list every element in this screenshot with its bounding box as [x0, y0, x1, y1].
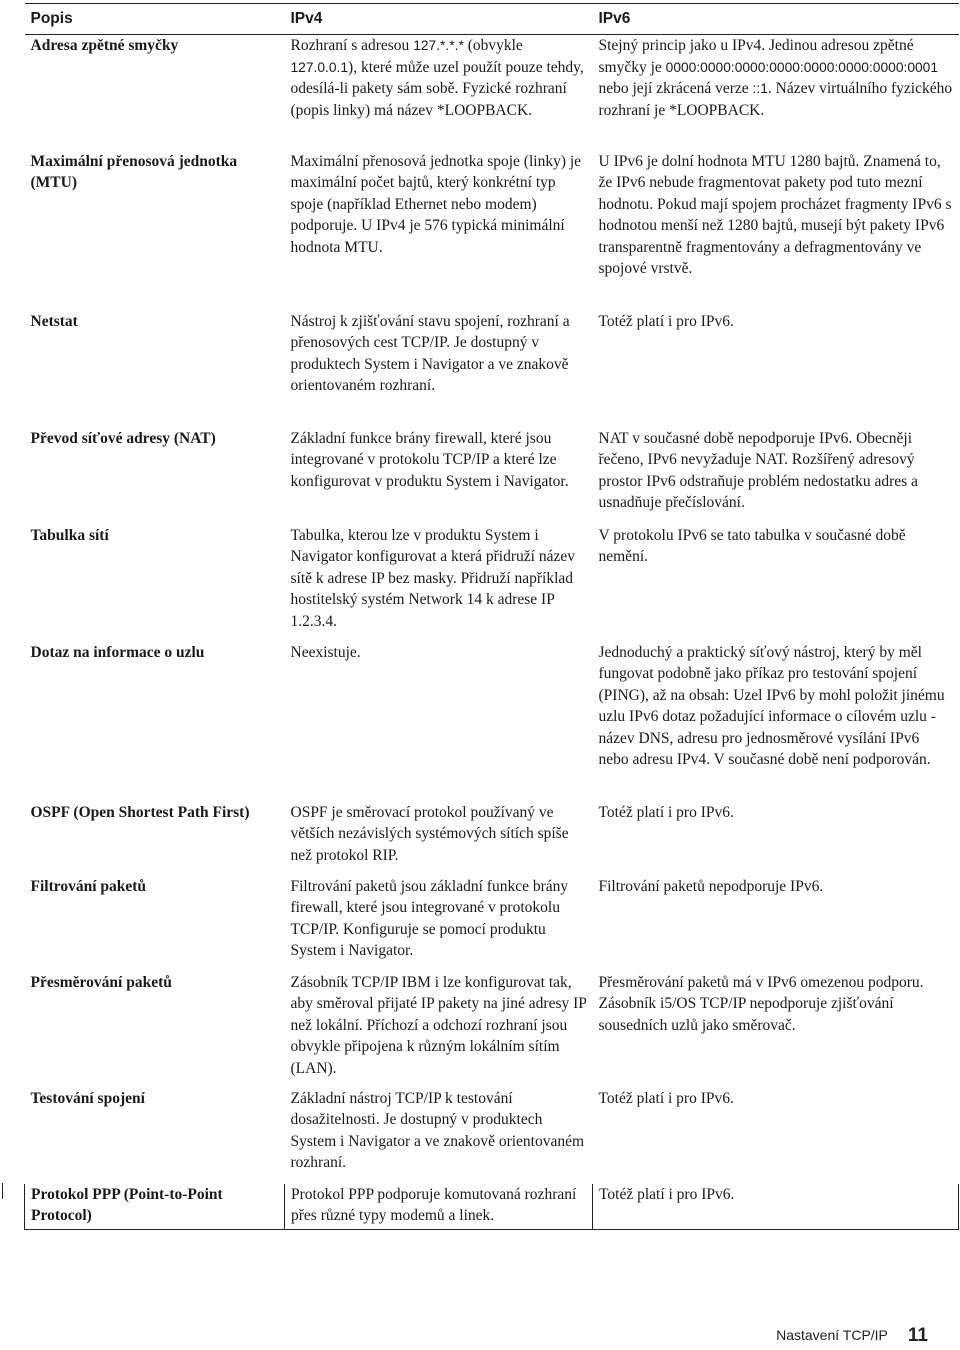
- row-name: Tabulka sítí: [30, 526, 109, 544]
- row-ipv6: Filtrování paketů nepodporuje IPv6.: [598, 877, 824, 895]
- row-ipv4: Základní funkce brány firewall, které jsou integrované v protokolu TCP/IP a které lze konfigurovat v produktu System i Navigator.: [290, 429, 569, 490]
- table-row: [25, 1184, 959, 1230]
- page-footer: [776, 1325, 928, 1347]
- row-name: Dotaz na informace o uzlu: [30, 643, 205, 661]
- page-number: 11: [907, 1325, 928, 1346]
- row-name: Filtrování paketů: [30, 877, 147, 895]
- header-popis: Popis: [25, 4, 285, 35]
- row-name: Protokol PPP (Point-to-Point Protocol): [25, 1184, 285, 1230]
- table-row: [25, 35, 959, 151]
- table-row: [25, 525, 959, 642]
- row-ipv6: Totéž platí i pro IPv6.: [598, 1089, 734, 1107]
- row-ipv4: Filtrování paketů jsou základní funkce brány firewall, které jsou integrované v protokolu TCP/IP. Konfiguruje se pomocí produktu System i Navigator.: [290, 877, 569, 960]
- row-ipv6: NAT v současné době nepodporuje IPv6. Obecněji řečeno, IPv6 nevyžaduje NAT. Rozšířený adresový prostor IPv6 odstraňuje problém nedostatku adres a usnadňuje přečíslování.: [598, 429, 918, 512]
- row-name: Převod síťové adresy (NAT): [30, 429, 216, 447]
- table-row: [25, 642, 959, 802]
- row-name: Netstat: [30, 312, 78, 330]
- row-name: Testování spojení: [30, 1089, 145, 1107]
- row-ipv4: Neexistuje.: [290, 643, 361, 661]
- table-row: [25, 1088, 959, 1184]
- table-row: [25, 876, 959, 972]
- row-ipv4: Zásobník TCP/IP IBM i lze konfigurovat tak, aby směroval přijaté IP pakety na jiné adresy IP než lokální. Příchozí a odchozí rozhraní jsou obvykle připojena k různým lokálním sítím (LAN).: [290, 973, 587, 1077]
- row-ipv4: Rozhraní s adresou 127.*.*.* (obvykle 127.0.0.1), které může uzel použít pouze tehdy, odesílá-li pakety sám sobě. Fyzické rozhraní (popis linky) má název *LOOPBACK.: [290, 37, 584, 119]
- row-ipv6: Přesměrování paketů má v IPv6 omezenou podporu. Zásobník i5/OS TCP/IP nepodporuje zjišťování sousedních uzlů jako směrovač.: [598, 973, 924, 1034]
- row-name: Maximální přenosová jednotka (MTU): [30, 152, 238, 192]
- header-ipv4: IPv4: [285, 4, 593, 35]
- table-row: [25, 311, 959, 428]
- header-ipv6: IPv6: [593, 4, 959, 35]
- footer-section-title: Nastavení TCP/IP: [776, 1327, 888, 1343]
- row-name: OSPF (Open Shortest Path First): [30, 803, 250, 821]
- revision-bar: [2, 1183, 3, 1199]
- row-ipv6: Stejný princip jako u IPv4. Jedinou adresou zpětné smyčky je 0000:0000:0000:0000:0000:0000:0000:0001 nebo její zkrácená verze ::1. Název virtuálního fyzického rozhraní je *LOOPBACK.: [598, 37, 953, 119]
- table-row: [25, 428, 959, 525]
- row-name: Adresa zpětné smyčky: [30, 37, 179, 55]
- row-ipv6: Totéž platí i pro IPv6.: [598, 803, 734, 821]
- table-row: [25, 972, 959, 1088]
- row-ipv4: Maximální přenosová jednotka spoje (linky) je maximální počet bajtů, který konkrétní typ spoje (například Ethernet nebo modem) podporuje. U IPv4 je 576 typická minimální hodnota MTU.: [290, 152, 582, 256]
- comparison-table: [24, 3, 959, 1230]
- row-ipv6: V protokolu IPv6 se tato tabulka v současné době nemění.: [598, 526, 906, 566]
- table-row: [25, 802, 959, 876]
- row-ipv6: Totéž platí i pro IPv6.: [598, 312, 734, 330]
- row-ipv6: Totéž platí i pro IPv6.: [593, 1184, 959, 1230]
- row-ipv4: Základní nástroj TCP/IP k testování dosažitelnosti. Je dostupný v produktech System i Navigator a ve znakově orientovaném rozhraní.: [290, 1089, 585, 1172]
- row-ipv4: Protokol PPP podporuje komutovaná rozhraní přes různé typy modemů a linek.: [285, 1184, 593, 1230]
- table-header-row: [25, 4, 959, 35]
- row-name: Přesměrování paketů: [30, 973, 172, 991]
- row-ipv6: U IPv6 je dolní hodnota MTU 1280 bajtů. Znamená to, že IPv6 nebude fragmentovat pakety pod tuto mezní hodnotu. Pokud mají spojem procházet fragmenty IPv6 s hodnotou menší než 1280 bajtů, musejí být pakety IPv6 transparentně fragmentovány a defragmentovány ve spojové vrstvě.: [598, 152, 952, 277]
- row-ipv4: Tabulka, kterou lze v produktu System i Navigator konfigurovat a která přidruží název sítě k adrese IP bez masky. Přidruží například hostitelský systém Network 14 k adrese IP 1.2.3.4.: [290, 526, 575, 630]
- row-ipv4: OSPF je směrovací protokol používaný ve větších nezávislých systémových sítích spíše než protokol RIP.: [290, 803, 569, 864]
- row-ipv6: Jednoduchý a praktický síťový nástroj, který by měl fungovat podobně jako příkaz pro testování spojení (PING), až na obsah: Uzel IPv6 by mohl položit jinému uzlu IPv6 dotaz požadující informace o cílovém uzlu - název DNS, adresu pro jednosměrové vysílání IPv6 nebo adresu IPv4. V současné době není podporován.: [598, 643, 945, 768]
- row-ipv4: Nástroj k zjišťování stavu spojení, rozhraní a přenosových cest TCP/IP. Je dostupný v produktech System i Navigator a ve znakově orientovaném rozhraní.: [290, 312, 570, 395]
- table-row: [25, 151, 959, 311]
